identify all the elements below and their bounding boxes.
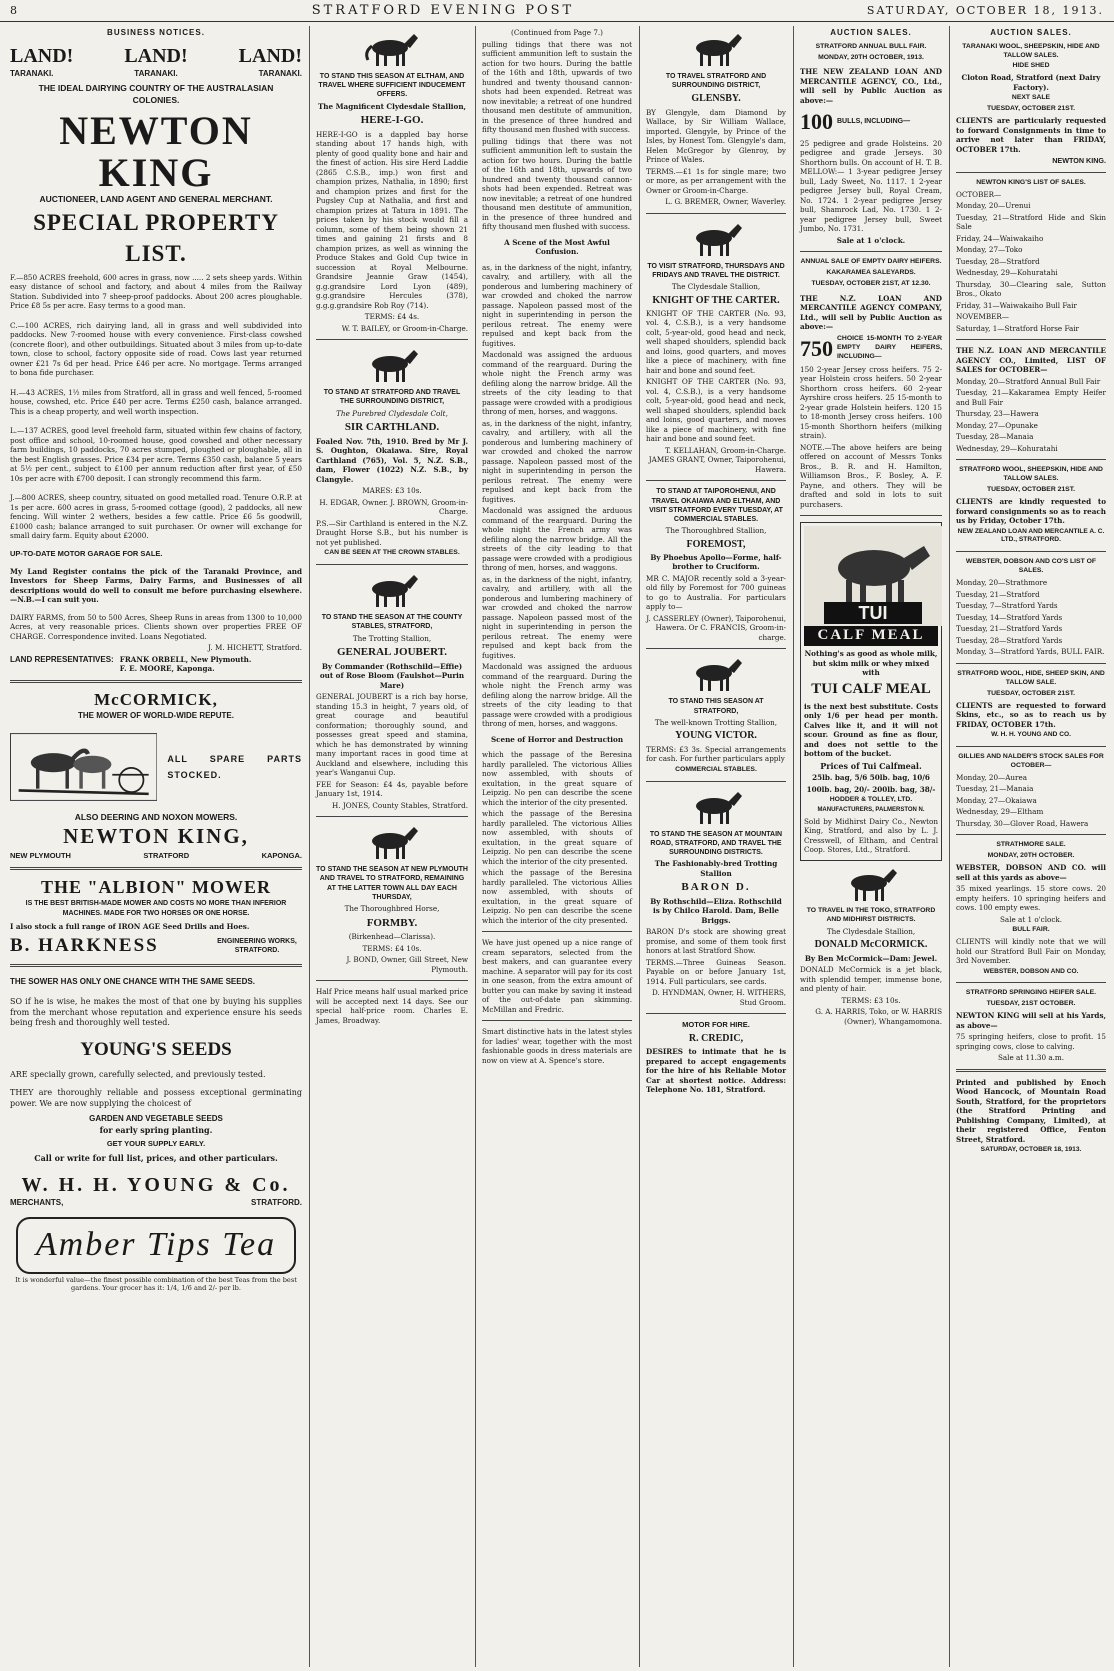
footer-date: SATURDAY, OCTOBER 18, 1913. <box>980 1146 1082 1154</box>
war-text: pulling tidings that there was not sufficient ammunition left to sustain the action for two hours. During the battle of the 16th and 18th, upwards of two hundred and twenty thousand cannon-shots had been expended. Retreat was now inevitable; a retreat of one hundred thousand men destitute of ammunition, in the presence of three hundred and fifty thousand men flushed with success. <box>482 39 632 134</box>
carthland-ps: P.S.—Sir Carthland is entered in the N.Z. Draught Horse S.B., but his number is not yet published. <box>316 518 468 547</box>
prices-title: Prices of Tui Calfmeal. <box>820 760 922 771</box>
clients-note-2: CLIENTS are kindly requested to forward consignments so as to reach us by Friday, October 17th. <box>956 497 1106 526</box>
hodder-sold: Sold by Midhirst Dairy Co., Newton King, Stratford, and also by L. J. Cresswell, of Eltham, and Central Coop. Stores, Ltd., Stratford. <box>804 816 938 855</box>
svg-text:TUI: TUI <box>858 603 888 624</box>
nk-november: NOVEMBER— <box>956 312 1009 322</box>
war-text: Macdonald was assigned the arduous command of the rearguard. During the whole night the French army was defiling along the narrow bridge. All the streets of the city leading to that passage were crowded with a prodigious throng of men, horses, and waggons. <box>482 506 632 572</box>
empty-heifers: ANNUAL SALE OF EMPTY DAIRY HEIFERS. <box>800 258 942 266</box>
toko-pedigree: By Ben McCormick—Dam: Jewel. <box>804 953 938 963</box>
herego-name: HERE-I-GO. <box>360 114 424 127</box>
baron-text: BARON D's stock are showing great promise, and some of them took first honors at last Stratford Show. <box>646 927 786 956</box>
clients-note: CLIENTS are particularly requested to forward Consignments in time to arrive not later than FRIDAY, OCTOBER 17th. <box>956 116 1106 154</box>
column-rule <box>949 26 950 1667</box>
whh-young: W. H. H. YOUNG & Co. <box>21 1173 291 1196</box>
knight-text: KNIGHT OF THE CARTER (No. 93, vol. 4, C.S.B.), is a very handsome colt, 5-year-old, good head and neck, well shaped shoulders, splendid back and loins, good quarters, and moves like a piece of machinery, with fine hair and bone and sound feet. <box>646 308 786 375</box>
sale-entry: Monday, 27—Opunake <box>956 420 1038 430</box>
land-word: LAND! <box>238 44 302 67</box>
heifers-list: 150 2-year Jersey cross heifers. 75 2-year Holstein cross heifers. 50 2-year Shorthorn cross heifers. 60 2-year Ayrshire cross heifers. 25 15-month to 2-year grade Holstein heifers. 120 15 to 18-month Jersey cross heifers. 100 15-month Shorthorn heifers (milking strain). <box>800 364 942 441</box>
annual-bull-fair: STRATFORD ANNUAL BULL FAIR. <box>815 42 927 50</box>
spring-heifer: STRATFORD SPRINGING HEIFER SALE. <box>965 989 1097 997</box>
whh-young-sig: W. H. H. YOUNG AND CO. <box>991 731 1071 739</box>
newton-king-sig: NEWTON KING. <box>1052 156 1106 166</box>
towns-row <box>10 851 302 861</box>
signature: J. M. HICHETT, Stratford. <box>208 643 302 653</box>
webster-title: WEBSTER, DOBSON AND CO'S LIST OF SALES. <box>965 558 1097 575</box>
land-word: LAND! <box>10 44 74 67</box>
tui-calf-meal: TUI CALF MEAL <box>811 680 931 697</box>
bulls-count: 100 <box>800 109 833 135</box>
sale-entry: Tuesday, 21—Manaia <box>956 784 1034 794</box>
herego-contact: W. T. BAILEY, or Groom-in-Charge. <box>341 323 468 333</box>
carthland-contact: H. EDGAR, Owner. J. BROWN, Groom-in-Charge. <box>319 497 468 517</box>
bulls-row <box>800 107 942 136</box>
war-text: as, in the darkness of the night, infantry, cavalry, and artillery, with all the ponderous and lumbering machinery of war crowded and choked the narrow passage. Napoleon passed most of the night in superintending in person the perilous retreat. The enemy were repulsed and kept back from the fugitives. <box>482 574 632 660</box>
webster-co: WEBSTER, DOBSON AND CO. <box>983 967 1079 975</box>
foremost-text: MR C. MAJOR recently sold a 3-year-old filly by Foremost for 700 guineas to go to Australia. For particulars apply to— <box>646 573 786 612</box>
baron-terms: TERMS.—Three Guineas Season. Payable on or before January 1st, 1914. Full particulars, see cards. <box>646 957 786 986</box>
nk-sell: NEWTON KING will sell at his Yards, as above— <box>956 1011 1106 1030</box>
sale-entry: Monday, 3—Stratford Yards, BULL FAIR. <box>956 647 1105 657</box>
merchants-row <box>10 1198 302 1209</box>
war-text: which the passage of the Beresina hardly paralleled. The victorious Allies now assembled, with shouts of exultation, in the great square of Leipzig. No pen can describe the scene which the interior of the city presented. <box>482 750 632 807</box>
motor-hire: MOTOR FOR HIRE. <box>682 1020 750 1030</box>
firm-name: NEWTON KING <box>59 107 253 195</box>
call-write: Call or write for full list, prices, and other particulars. <box>34 1153 278 1164</box>
wool-hide-date: TUESDAY, OCTOBER 21ST. <box>986 689 1075 697</box>
clients-note-3: CLIENTS are requested to forward Skins, etc., so as to reach us by FRIDAY, OCTOBER 17th. <box>956 700 1106 729</box>
glensby-contact: L. G. BREMER, Owner, Waverley. <box>665 197 786 207</box>
nz-loan-notice-2: THE N.Z. LOAN AND MERCANTILE AGENCY COMPANY, Ltd., will sell by Public Auction as above:— <box>800 293 942 332</box>
knight-contact: T. KELLAHAN, Groom-in-Charge. JAMES GRANT, Owner, Taiporohenui, Hawera. <box>648 445 786 474</box>
garden-seeds: GARDEN AND VEGETABLE SEEDS <box>89 1114 223 1124</box>
commercial-stables: COMMERCIAL STABLES. <box>675 765 757 773</box>
column-stallions-2 <box>642 26 790 1667</box>
kakaramea-date: TUESDAY, OCTOBER 21ST, AT 12.30. <box>811 279 931 287</box>
column-auction-sales-1 <box>796 26 946 1667</box>
newton-king-mower: NEWTON KING, <box>63 823 249 848</box>
sale-entry: Friday, 24—Waiwakaiho <box>956 233 1044 243</box>
glensby-terms: TERMS.—£1 1s for single mare; two or more, as per arrangement with the Owner or Groom-in-Charge. <box>646 166 786 195</box>
heifers-note: NOTE.—The above heifers are being offered on account of Messrs Tonks Bros., B. R. and H. Hamilton, Williamson Bros., F. Bosley, A. F. Payne, and others. They will be drafted and sold in lots to suit purchasers. <box>800 442 942 509</box>
mccormick-heading: McCORMICK, <box>94 689 218 709</box>
joubert-contact: H. JONES, County Stables, Stratford. <box>332 800 468 810</box>
prices-row: 25lb. bag, 5/6 50lb. bag, 10/6 <box>812 773 930 783</box>
listing-item: H.—43 ACRES, 1½ miles from Stratford, all in grass and well fenced, 5-roomed house, cowshed, etc. Price £40 per acre. Terms £250 cash, balance arranged. This is a cheap property, and well worth inspection. <box>10 387 302 416</box>
sale-entry: Thursday, 30—Clearing sale, Sutton Bros., Okato <box>956 279 1106 299</box>
dairy-farms: DAIRY FARMS, from 50 to 500 Acres, Sheep Runs in areas from 1300 to 10,000 Acres, at very reasonable prices. Clients shown over properties FREE OF CHARGE. Correspondence invited. Loans Negotiated. <box>10 612 302 641</box>
war-text: as, in the darkness of the night, infantry, cavalry, and artillery, with all the ponderous and lumbering machinery of war crowded and choked the narrow passage. Napoleon passed most of the night in superintending in person the perilous retreat. The enemy were repulsed and kept back from the fugitives. <box>482 418 632 504</box>
bull-fair: BULL FAIR. <box>1012 926 1050 934</box>
heifers-row <box>800 334 942 363</box>
toko-text: DONALD McCormick is a jet black, with splendid temper, immense bone, and plenty of hair. <box>800 965 942 994</box>
nk-october: OCTOBER— <box>956 189 1002 199</box>
sale-entry: Saturday, 1—Stratford Horse Fair <box>956 323 1079 333</box>
baron-contact: D. HYNDMAN, Owner, H. WITHERS, Stud Groom. <box>652 988 786 1007</box>
mower-illustration-icon <box>10 728 157 806</box>
young-victor-heading: TO STAND THIS SEASON AT STRATFORD, <box>668 698 764 715</box>
joubert-pedigree: By Commander (Rothschild—Effie) out of Rose Bloom (Faulshot—Purin Mare) <box>319 661 465 690</box>
joubert-text: GENERAL JOUBERT is a rich bay horse, standing 15.3 in height, 7 years old, of great courage and beautiful conformation; thoroughly sound, and possesses great speed and stamina, which he has demonstrated by winning many important races in good time at Auckland and elsewhere, including this year's Wanganui Cup. <box>316 692 468 778</box>
masthead <box>0 0 1114 22</box>
nk-sell-items: 75 springing heifers, close to profit. 15 springing cows, close to calving. <box>956 1032 1106 1051</box>
toko-sub: The Clydesdale Stallion, <box>826 926 916 936</box>
sale-time: Sale at 1 o'clock. <box>836 235 906 245</box>
spring-planting: for early spring planting. <box>99 1124 213 1135</box>
masthead-date: SATURDAY, OCTOBER 18, 1913. <box>866 4 1104 17</box>
list-title: SPECIAL PROPERTY LIST. <box>33 210 279 266</box>
youngs-seeds: YOUNG'S SEEDS <box>80 1038 232 1060</box>
baron-heading: TO STAND THE SEASON AT MOUNTAIN ROAD, STRATFORD, AND TRAVEL THE SURROUNDING DISTRICTS. <box>649 830 783 857</box>
stratford-label: STRATFORD. <box>251 1198 302 1208</box>
calf-meal-banner: CALF MEAL <box>804 626 938 646</box>
column-stallions-1 <box>312 26 472 1667</box>
webster-sell: WEBSTER, DOBSON AND CO. will sell at this yards as above— <box>956 863 1106 882</box>
half-price: Half Price means half usual marked price will be accepted next 14 days. See our special half-price room. Charles E. James, Broadway. <box>316 987 468 1025</box>
foremost-heading: TO STAND AT TAIPOROHENUI, AND TRAVEL OKAIAWA AND ELTHAM, AND VISIT STRATFORD EVERY TUESDAY, AT COMMERCIAL STABLES. <box>649 488 783 524</box>
sale-entry: Wednesday, 29—Kohuratahi <box>956 443 1058 453</box>
carthland-text: Foaled Nov. 7th, 1910. Bred by Mr J. S. Oughton, Okaiawa. Sire, Royal Carthland (765), Vol. 5, N.Z. S.B., dam, Flower (1022) N.Z. S.B., by Clangyle. <box>316 436 468 484</box>
column-rule <box>639 26 640 1667</box>
young-victor-terms: TERMS: £3 3s. Special arrangements for cash. For further particulars apply <box>646 744 786 764</box>
ideal-country: THE IDEAL DAIRYING COUNTRY OF THE AUSTRALASIAN COLONIES. <box>38 83 274 105</box>
carthland-sub: The Purebred Clydesdale Colt, <box>336 408 448 418</box>
cloton-road: Cloton Road, Stratford (next Dairy Factory). <box>961 73 1101 92</box>
foremost-contact: J. CASSERLEY (Owner), Taiporohenui, Hawera. Or C. FRANCIS, Groom-in-charge. <box>646 613 786 642</box>
iron-age: I also stock a full range of IRON AGE Seed Drills and Hoes. <box>10 921 250 931</box>
war-text: which the passage of the Beresina hardly paralleled. The victorious Allies now assembled, with shouts of exultation, in the great square of Leipzig. No pen can describe the scene which the interior of the city presented. <box>482 868 632 925</box>
heifers-label: CHOICE 15-MONTH TO 2-YEAR EMPTY DAIRY HEIFERS, INCLUDING— <box>837 334 942 360</box>
sale-entry: Tuesday, 28—Stratford <box>956 256 1040 266</box>
sale-entry: Monday, 20—Urenui <box>956 201 1031 211</box>
war-text: pulling tidings that there was not sufficient ammunition left to sustain the action for two hours. During the battle of the 16th and 18th, upwards of two hundred and twenty thousand cannon-shots had been expended. Retreat was now inevitable; a retreat of one hundred thousand men destitute of ammunition, in the presence of three hundred and fifty thousand men flushed with success. <box>482 136 632 231</box>
glensby-heading: TO TRAVEL STRATFORD AND SURROUNDING DISTRICT, <box>665 73 767 90</box>
baron-pedigree: By Rothschild—Eliza. Rothschild is by Chilco Harold. Dam, Belle Briggs. <box>650 896 782 925</box>
credic-text: DESIRES to intimate that he is prepared to accept engagements for the hire of his Reliable Motor Car at shortest notice. Address: Telephone No. 181, Stratford. <box>646 1047 786 1095</box>
sale-entry: Tuesday, 28—Manaia <box>956 432 1034 442</box>
glensby-name: GLENSBY. <box>691 93 741 105</box>
formby-sub: The Thoroughbred Horse, <box>344 904 440 914</box>
next-sale-date: TUESDAY, OCTOBER 21ST. <box>986 105 1075 113</box>
baron-name: BARON D. <box>681 881 751 894</box>
spring-date: TUESDAY, 21ST OCTOBER. <box>986 1000 1076 1008</box>
kakaramea: KAKARAMEA SALEYARDS. <box>826 268 916 276</box>
section-header: AUCTION SALES. <box>830 28 912 37</box>
sale-entry: Tuesday, 21—Kakaramea Empty Heifer and Bull Fair <box>956 388 1106 407</box>
column-rule <box>475 26 476 1667</box>
herego-sub: The Magnificent Clydesdale Stallion, <box>317 101 467 111</box>
amber-tips-logo: Amber Tips Tea <box>16 1217 296 1274</box>
toko-heading: TO TRAVEL IN THE TOKO, STRATFORD AND MIDHIRST DISTRICTS. <box>806 906 936 923</box>
stratford-wool-date: TUESDAY, OCTOBER 21ST. <box>986 486 1075 494</box>
clients-note-4: CLIENTS will kindly note that we will hold our Stratford Bull Fair on Monday, 3rd November. <box>956 937 1106 966</box>
section-header: AUCTION SALES. <box>990 28 1072 37</box>
firm-role: AUCTIONEER, LAND AGENT AND GENERAL MERCHANT. <box>39 193 273 204</box>
column-business-notices <box>6 26 306 1667</box>
sale-entry: Tuesday, 21—Stratford <box>956 589 1040 599</box>
listing-item: F.—850 ACRES freehold, 600 acres in grass, now ..... 2 sets sheep yards. Within easy distance of school and factory, and about 4 miles from the Railway Station. Subdivided into 7 sheep-proof paddocks. About 200 acres ploughable. Price £8 5s per acre. Easy terms to a good man. <box>10 272 302 311</box>
town-name: KAPONGA. <box>261 850 302 860</box>
knight-sub: The Clydesdale Stallion, <box>671 282 761 292</box>
hodder-tolley: HODDER & TOLLEY, LTD. <box>829 796 913 804</box>
joubert-fee: FEE for Season: £4 4s, payable before January 1st, 1914. <box>316 779 468 799</box>
carthland-mares: MARES: £3 10s. <box>362 486 422 496</box>
foremost-pedigree: By Phoebus Apollo—Forme, half-brother to Cruciform. <box>650 552 782 572</box>
sower-title: THE SOWER HAS ONLY ONE CHANCE WITH THE SAME SEEDS. <box>10 977 255 987</box>
sale-entry: Thursday, 23—Hawera <box>956 409 1039 419</box>
taranaki-word: TARANAKI. <box>10 68 54 78</box>
baron-sub: The Fashionably-bred Trotting Stallion <box>654 859 778 878</box>
horse-icon <box>686 30 746 68</box>
nk-list-title: NEWTON KING'S LIST OF SALES. <box>976 178 1086 186</box>
listing-item: C.—100 ACRES, rich dairying land, all in grass and well subdivided into paddocks. New 7-roomed house with every convenience. First-class cowshed (concrete floor), and other outbuildings. Situated about 3 miles from up-to-date town, close to school, factory opposite side of road. Cows last year returned owner £21 7s 6d per head. Price £46 per acre. No mortgage. Terms arranged to bona fide purchaser. <box>10 320 302 378</box>
bulls-label: BULLS, INCLUDING— <box>837 118 911 126</box>
calf-illustration-icon <box>804 526 942 626</box>
separators-notice: We have just opened up a nice range of cream separators, selected from the best makers, and can guarantee every machine. A separator will pay for its cost in one season, from the extra amount of butter you can make by saving it instead of the out-of-date pan skimming. McMillan and Fredric. <box>482 938 632 1014</box>
herego-heading: TO STAND THIS SEASON AT ELTHAM, AND TRAVEL WHERE SUFFICIENT INDUCEMENT OFFERS. <box>318 73 466 99</box>
sale-entry: Monday, 27—Toko <box>956 245 1023 255</box>
column-rule <box>309 26 310 1667</box>
youngs-text: ARE specially grown, carefully selected, and previously tested. <box>10 1069 266 1079</box>
annual-date: MONDAY, 20TH OCTOBER, 1913. <box>818 53 924 61</box>
tui-calf-meal-advert <box>800 522 942 861</box>
sale-entry: Thursday, 30—Glover Road, Hawera <box>956 818 1089 828</box>
sale-entry: Monday, 27—Okaiawa <box>956 795 1037 805</box>
sale-1130: Sale at 11.30 a.m. <box>997 1053 1065 1063</box>
germinating: THEY are thoroughly reliable and possess exceptional germinating power. We are now supplying the choicest of <box>10 1088 302 1108</box>
war-text: Macdonald was assigned the arduous command of the rearguard. During the whole night the French army was defiling along the narrow bridge. All the streets of the city leading to that passage were crowded with a prodigious throng of men, horses, and waggons. <box>482 662 632 728</box>
land-register: My Land Register contains the pick of the Taranaki Province, and Investors for Sheep Farms, Dairy Farms, and Businesses of all descriptions would do well to consult me before purchasing elsewhere.—N.B.—I can suit you. <box>10 566 302 605</box>
formby-pedigree: (Birkenhead—Clarissa). <box>348 932 436 942</box>
war-heading: A Scene of the Most Awful Confusion. <box>504 237 610 256</box>
deering-noxon: ALSO DEERING AND NOXON MOWERS. <box>74 811 238 822</box>
printed-by: Printed and published by Enoch Wood Hancock, of Mountain Road South, Stratford, for the proprietors (the Stratford Printing and Publishing Company, Limited), at their registered Office, Fenton Street, Stratford. <box>956 1077 1106 1144</box>
gillies-title: GILLIES AND NALDER'S STOCK SALES FOR OCTOBER— <box>958 752 1104 769</box>
joubert-name: GENERAL JOUBERT. <box>336 646 448 659</box>
continued-note: (Continued from Page 7.) <box>511 28 603 37</box>
land-reps-label: LAND REPRESENTATIVES: <box>10 654 114 664</box>
taranaki-wool: TARANAKI WOOL, SHEEPSKIN, HIDE AND TALLOW SALES. <box>962 42 1100 59</box>
formby-name: FORMBY. <box>366 916 418 929</box>
hodder-sub: MANUFACTURERS, PALMERSTON N. <box>817 807 925 814</box>
webster-items: 35 mixed yearlings. 15 store cows. 20 empty heifers. 10 springing heifers and cows. 100 empty ewes. <box>956 884 1106 913</box>
joubert-heading: TO STAND THE SEASON AT THE COUNTY STABLES, STRATFORD, <box>321 614 463 631</box>
toko-terms: TERMS: £3 10s. <box>841 995 901 1005</box>
nzloan-title: THE N.Z. LOAN AND MERCANTILE AGENCY CO., Limited, LIST OF SALES for OCTOBER— <box>956 346 1106 375</box>
tea-note: It is wonderful value—the finest possible combination of the best Teas from the best gardens. Your grocer has it: 1/4, 1/6 and 2/- per lb. <box>15 1275 297 1293</box>
sale-entry: Monday, 20—Strathmore <box>956 578 1048 588</box>
column-auction-sales-2 <box>952 26 1110 1667</box>
albion-desc: IS THE BEST BRITISH-MADE MOWER AND COSTS NO MORE THAN INFERIOR MACHINES. MADE FOR TWO HORSES OR ONE HORSE. <box>25 900 287 917</box>
merchants-label: MERCHANTS, <box>10 1198 64 1208</box>
albion-mower: THE "ALBION" MOWER <box>40 876 271 897</box>
taranaki-word: TARANAKI. <box>134 68 178 78</box>
taranaki-word: TARANAKI. <box>258 68 302 78</box>
mower-advert <box>10 728 302 806</box>
toko-name: DONALD McCORMICK. <box>814 939 928 951</box>
sale-one: Sale at 1 o'clock. <box>1000 914 1062 924</box>
horror-heading: Scene of Horror and Destruction <box>490 734 624 744</box>
formby-heading: TO STAND THE SEASON AT NEW PLYMOUTH AND TRAVEL TO STRATFORD, REMAINING AT THE LATTER TOWN ALL DAY EACH THURSDAY, <box>316 866 468 901</box>
joubert-sub: The Trotting Stallion, <box>352 633 432 643</box>
taranaki-row <box>10 69 302 80</box>
herego-terms: TERMS: £4 4s. <box>364 312 420 322</box>
paper-title: STRATFORD EVENING POST <box>311 3 575 18</box>
horse-icon <box>362 30 422 68</box>
land-representatives <box>10 655 302 674</box>
war-text: which the passage of the Beresina hardly paralleled. The victorious Allies now assembled, with shouts of exultation, in the great square of Leipzig. No pen can describe the scene which the interior of the city presented. <box>482 809 632 866</box>
toko-contact: G. A. HARRIS, Toko, or W. HARRIS (Owner), Whangamomona. <box>815 1007 942 1026</box>
war-text: as, in the darkness of the night, infantry, cavalry, and artillery, with all the ponderous and lumbering machinery of war crowded and choked the narrow passage. Napoleon passed most of the night in superintending in person the perilous retreat. The enemy were repulsed and kept back from the fugitives. <box>482 262 632 348</box>
harkness-row <box>10 933 302 958</box>
land-word: LAND! <box>124 44 188 67</box>
glensby-text: BY Glengyle, dam Diamond by Wallace, by Sir William Wallace, imported. Glengyle, by Prince of the Isles, by Honest Tom. Glengyle's dam, Helen McGregor by Glenroy, by Prince of Wales. <box>646 107 786 165</box>
sale-entry: Tuesday, 7—Stratford Yards <box>956 601 1058 611</box>
get-supply: GET YOUR SUPPLY EARLY. <box>106 1139 206 1149</box>
prices-row: 100lb. bag, 20/- 200lb. bag, 38/- <box>806 784 936 794</box>
horse-icon <box>686 788 746 826</box>
town-name: NEW PLYMOUTH <box>10 850 71 860</box>
motor-garage: UP-TO-DATE MOTOR GARAGE FOR SALE. <box>10 548 163 558</box>
column-war-story <box>478 26 636 1667</box>
nz-loan-notice: THE NEW ZEALAND LOAN AND MERCANTILE AGENCY, CO., Ltd., will sell by Public Auction as above:— <box>800 67 942 105</box>
sale-entry: Tuesday, 21—Stratford Hide and Skin Sale <box>956 212 1106 232</box>
sale-entry: Friday, 31—Waiwakaiho Bull Fair <box>956 300 1077 310</box>
stratford-wool: STRATFORD WOOL, SHEEPSKIN, HIDE AND TALLOW SALES. <box>959 466 1103 483</box>
formby-contact: J. BOND, Owner, Gill Street, New Plymouth. <box>346 955 468 974</box>
carthland-name: SIR CARTHLAND. <box>344 421 440 434</box>
herego-text: HERE-I-GO is a dappled bay horse standing about 17 hands high, with plenty of good quality bone and hair and the finest of action. His sire Herd Laddie (2865 C.S.B., imp.) won first and champion prizes, Nathalia, in 1890; first and champion prizes and first for the Pugsley Cup at Nathalia, and first and champion prizes at Tatura in 1891. The prices taken by his stock would fill a column, some of them being shown 21 times and gaining 21 firsts and 8 champion prizes, as well as winning the Produce Stakes and Gold Cup twice in succession at Royal Melbourne. Grandsire Jeannie Graw (1454), g.g.grandsire Lord Lyon (489), g.g.grandsire Hercules (378), g.g.g.grandsire Rob Roy (714). <box>316 129 468 310</box>
young-victor-name: YOUNG VICTOR. <box>675 730 757 742</box>
foremost-sub: The Thoroughbred Stallion, <box>665 526 767 536</box>
sale-entry: Tuesday, 14—Stratford Yards <box>956 612 1063 622</box>
town-name: STRATFORD <box>143 850 190 860</box>
horse-icon <box>362 571 422 609</box>
page-number: 8 <box>10 4 19 17</box>
land-banner <box>10 43 302 69</box>
harkness-name: B. HARKNESS <box>10 935 159 957</box>
column-rule <box>793 26 794 1667</box>
knight-text: KNIGHT OF THE CARTER (No. 93, vol. 4, C.S.B.), is a very handsome colt, 5-year-old, good head and neck, well shaped shoulders, splendid back and loins, good quarters, and moves like a piece of machinery, with fine hair and bone and sound feet. <box>646 377 786 444</box>
bulls-list: 25 pedigree and grade Holsteins. 20 pedigree and grade Jerseys. 30 Shorthorn bulls. On account of H. T. B. MELLOW:— 1 3-year pedigree Jersey bull, Lady Sweet, No. 1117. 1 2-year pedigree Jersey bull, Royal Cream, No. 1724. 1 2-year pedigree Jersey bull, Shamrock Lad, No. 1730. 1 2-year pedigree Jersey bull, Sweet Jumbo, No. 1731. <box>800 138 942 234</box>
sower-text: SO if he is wise, he makes the most of that one by buying his supplies from the merchant whose reputation and experience ensure his seeds being fresh and thoroughly well tested. <box>10 996 302 1028</box>
sale-entry: Tuesday, 21—Stratford Yards <box>956 624 1063 634</box>
knight-name: KNIGHT OF THE CARTER. <box>652 294 780 306</box>
section-header: BUSINESS NOTICES. <box>107 28 205 37</box>
rep-name: FRANK ORBELL, New Plymouth. <box>119 654 252 664</box>
horse-icon <box>362 346 422 384</box>
carthland-heading: TO STAND AT STRATFORD AND TRAVEL THE SURROUNDING DISTRICT, <box>323 389 461 406</box>
sale-entry: Monday, 20—Stratford Annual Bull Fair <box>956 376 1101 386</box>
horse-icon <box>841 865 901 903</box>
nz-loan-ltd: NEW ZEALAND LOAN AND MERCANTILE A. C. LTD., STRATFORD. <box>957 527 1105 544</box>
calf-meal-tag: Nothing's as good as whole milk, but skim milk or whey mixed with <box>804 649 938 678</box>
rep-name: F. E. MOORE, Kaponga. <box>119 664 215 674</box>
credic-name: R. CREDIC, <box>688 1033 744 1045</box>
hide-shed: HIDE SHED <box>1012 62 1050 70</box>
foremost-name: FOREMOST, <box>686 538 746 550</box>
young-victor-sub: The well-known Trotting Stallion, <box>654 717 778 727</box>
smart-hats-notice: Smart distinctive hats in the latest styles for ladies' wear, together with the most fashionable goods in dress materials are now on view at A. Spence's store. <box>482 1027 632 1065</box>
knight-heading: TO VISIT STRATFORD, THURSDAYS AND FRIDAYS AND TRAVEL THE DISTRICT. <box>647 262 785 279</box>
strathmore-date: MONDAY, 20TH OCTOBER. <box>987 852 1075 860</box>
tui-text: is the next best substitute. Costs only 1/6 per head per month. Calves like it, and it will not scour. Ground as fine as flour, and does not settle to the bottom of the bucket. <box>804 701 938 759</box>
war-text: Macdonald was assigned the arduous command of the rearguard. During the whole night the French army was defiling along the narrow bridge. All the streets of the city leading to that passage were crowded with a prodigious throng of men, horses, and waggons. <box>482 350 632 416</box>
heifers-count: 750 <box>800 335 833 361</box>
horse-icon <box>362 823 422 861</box>
listing-item: J.—800 ACRES, sheep country, situated on good metalled road. Tenure O.R.P. at 1s per acre. 600 acres in grass, 5-roomed cottage (good), 2 paddocks, all new fencing. Will winter 2 wethers, besides a few cattle. Price £6 5s goodwill, £1000 cash; balance arranged to suit purchaser. Or owner will exchange for small dairy farm. Equity about £2000. <box>10 493 302 541</box>
carthland-seen: CAN BE SEEN AT THE CROWN STABLES. <box>324 549 460 557</box>
harkness-works: ENGINEERING WORKS, STRATFORD. <box>217 937 297 954</box>
sale-entry: Tuesday, 28—Stratford Yards <box>956 635 1063 645</box>
mower-tagline: THE MOWER OF WORLD-WIDE REPUTE. <box>78 711 234 721</box>
formby-terms: TERMS: £4 10s. <box>362 943 422 953</box>
strathmore-sale: STRATHMORE SALE. <box>996 841 1066 849</box>
all-spare: ALL SPARE PARTS STOCKED. <box>167 753 302 780</box>
sale-entry: Monday, 20—Aurea <box>956 772 1028 782</box>
sale-entry: Wednesday, 29—Kohuratahi <box>956 268 1058 278</box>
listing-item: L.—137 ACRES, good level freehold farm, situated within few chains of factory, post office and school, 10-roomed house, good cowshed and other necessary farm buildings, 10 paddocks, 70 acres stumped, ploughed or ploughable, all in the best English grasses. Price £34 per acre. Terms £350 cash, balance 5 years at 5½ per cent., subject to £100 per annum reduction after first year, of £50 10s per acre with £700 deposit. I can strongly recommend this farm. <box>10 426 302 483</box>
horse-icon <box>686 220 746 258</box>
horse-icon <box>686 655 746 693</box>
sale-entry: Wednesday, 29—Eltham <box>956 807 1044 817</box>
next-sale: NEXT SALE <box>1011 94 1051 102</box>
wool-hide-sheep: STRATFORD WOOL, HIDE, SHEEP SKIN, AND TALLOW SALE. <box>957 669 1105 686</box>
